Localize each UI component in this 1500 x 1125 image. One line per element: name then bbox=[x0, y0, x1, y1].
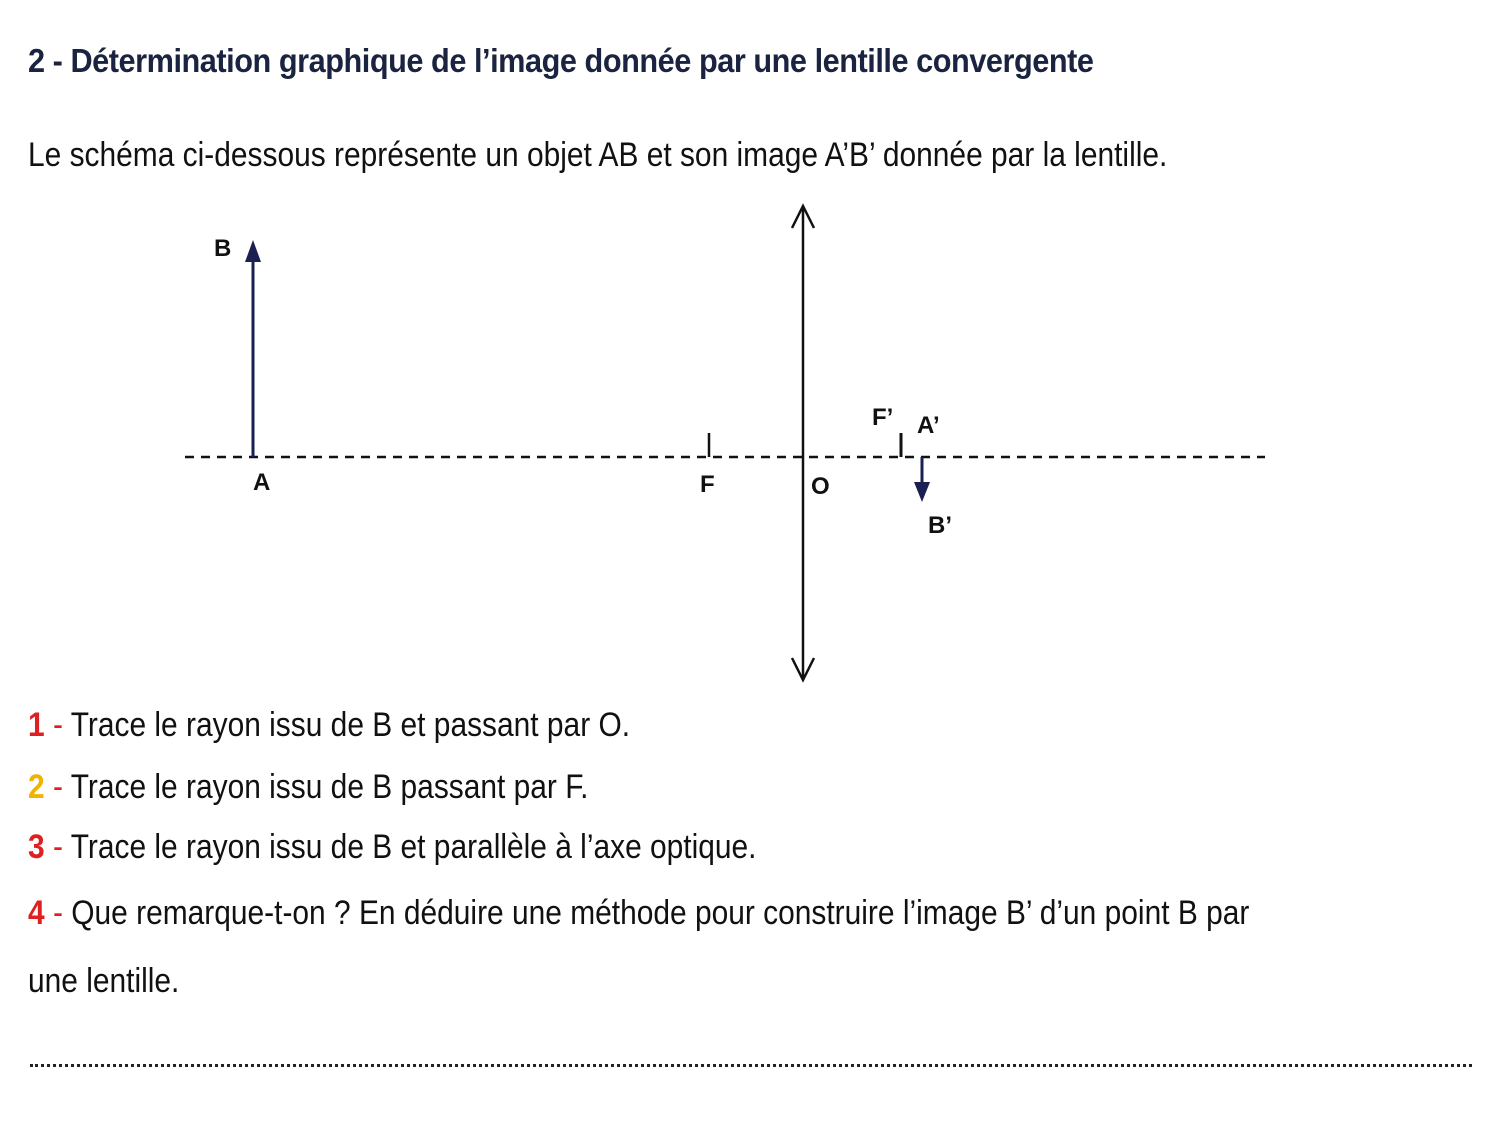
question-number: 1 bbox=[28, 706, 45, 744]
question-text: Trace le rayon issu de B et passant par O. bbox=[70, 706, 631, 744]
question-text: Que remarque-t-on ? En déduire une méthode pour construire l’image B’ d’un point B par bbox=[71, 894, 1250, 932]
question-separator: - bbox=[52, 768, 63, 806]
question-number: 4 bbox=[28, 894, 45, 932]
label-f: F bbox=[700, 471, 715, 498]
answer-dotted-line[interactable] bbox=[30, 1064, 1472, 1067]
intro-text: Le schéma ci-dessous représente un objet AB et son image A’B’ donnée par la lentille. bbox=[28, 136, 1168, 174]
question-text: Trace le rayon issu de B et parallèle à l’axe optique. bbox=[70, 828, 757, 866]
label-f-prime: F’ bbox=[872, 404, 894, 431]
label-a: A bbox=[253, 469, 271, 496]
question-4 bbox=[28, 894, 1249, 933]
label-o: O bbox=[811, 473, 830, 500]
question-1 bbox=[28, 706, 630, 745]
question-number: 2 bbox=[28, 768, 45, 806]
question-separator: - bbox=[52, 894, 63, 932]
object-arrow-ab bbox=[245, 240, 261, 457]
section-title: 2 - Détermination graphique de l’image donnée par une lentille convergente bbox=[28, 42, 1094, 79]
question-number: 3 bbox=[28, 828, 45, 866]
label-b-prime: B’ bbox=[928, 512, 952, 539]
question-3 bbox=[28, 828, 757, 867]
converging-lens bbox=[792, 206, 814, 680]
question-2 bbox=[28, 768, 588, 807]
label-a-prime: A’ bbox=[917, 412, 940, 439]
question-separator: - bbox=[52, 828, 63, 866]
label-b: B bbox=[214, 235, 232, 262]
image-arrow-a-prime-b-prime bbox=[914, 457, 930, 502]
question-4-continuation: une lentille. bbox=[28, 962, 180, 1000]
question-separator: - bbox=[52, 706, 63, 744]
question-text: Trace le rayon issu de B passant par F. bbox=[70, 768, 589, 806]
